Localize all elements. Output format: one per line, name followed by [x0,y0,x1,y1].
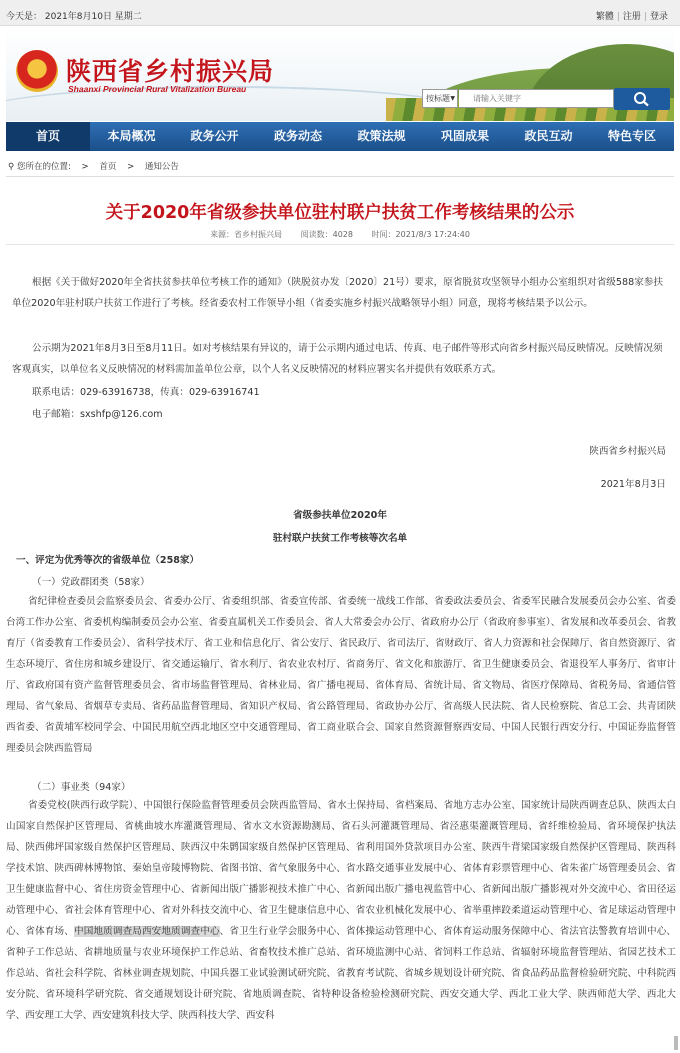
article-paragraph: 根据《关于做好2020年全省扶贫参扶单位考核工作的通知》（陕脱贫办发〔2020〕21号）要求，原省脱贫攻坚领导小组办公室组织对省级588家参扶单位2020年驻村联户扶贫工作进行了考核。经省委农村工作领导小组（省委实施乡村振兴战略领导小组）同意，现将考核结果予以公示。 [12,277,663,309]
separator-icon: > [127,162,135,172]
signer: 陕西省乡村振兴局 [589,446,666,457]
sign-date: 2021年8月3日 [600,479,666,490]
top-links: 繁體 | 注册 | 登录 [595,12,668,22]
nav-gov-affairs[interactable]: 政务公开 [190,129,239,143]
article-date: 时间：2021/8/3 17:24:40 [371,230,470,239]
section-heading: 一、评定为优秀等次的省级单位（258家） [16,555,200,566]
search-scope-select[interactable]: 按标题 ▼ [422,89,458,108]
login-link[interactable]: 登录 [649,12,668,22]
article-meta [0,229,680,240]
subsection-heading: （二）事业类（94家） [32,782,131,793]
list-title: 省级参扶单位2020年 [293,510,387,521]
traditional-chinese-link[interactable]: 繁體 [595,12,614,22]
search-button[interactable] [614,88,670,110]
search-input[interactable] [459,89,614,108]
breadcrumb-current[interactable]: 通知公告 [144,162,179,172]
nav-policy[interactable]: 政策法规 [357,129,406,143]
article-title: 关于2020年省级参扶单位驻村联户扶贫工作考核结果的公示 [105,203,575,223]
separator-icon: > [81,162,89,172]
site-title-en: Shaanxi Provincial Rural Vitalization Bureau [68,84,247,94]
divider [6,244,674,245]
search-icon [633,91,651,107]
article-source: 来源：省乡村振兴局 [210,230,283,239]
list-subtitle: 驻村联户扶贫工作考核等次名单 [272,533,408,544]
top-bar [0,0,680,26]
unit-list: 省委党校(陕西行政学院）、中国银行保险监督管理委员会陕西监管局、省水土保持局、省档案局、省地方志办公室、国家统计局陕西调查总队、陕西太白山国家自然保护区管理局、省桃曲坡水库灌溉管理局、省水文水资源勘测局、省石头河灌溉管理局、省泾惠渠灌溉管理局、省纤维检验局、省环境保护执法局、陕西佛坪国家级自然保护区管理局、陕西汉中朱鹮国家级自然保护区管理局、省利用国外贷款项目办公室、陕西牛背梁国家级自然保护区管理局、陕西科学技术馆、陕西碑林博物馆、秦始皇帝陵博物院、省图书馆、省气象服务中心、省水路交通事业发展中心、省体育彩票管理中心、省朱雀广场管理委员会、省卫生健康监督中心、省住房资金管理中心、省新闻出版广播影视技术推广中心、省新闻出版广播电视监管中心、省新闻出版广播影视对外交流中心、省田径运动管理中心、省社会体育管理中心、省对外科技交流中心、省卫生健康信息中心、省农业机械化发展中心、省举重摔跤柔道运动管理中心、省足球运动管理中心、省体育场、中国地质调查局西安地质调查中心、省卫生行业学会服务中心、省体操运动管理中心、省体育运动服务保障中心、省法官法警教育培训中心、省种子工作总站、省耕地质量与农业环境保护工作总站、省畜牧技术推广总站、省环境监测中心站、省饲料工作总站、省辐射环境监督管理站、省园艺技术工作总站、省社会科学院、省林业调查规划院、中国兵器工业试验测试研究院、省教育考试院、省城乡规划设计研究院、省食品药品监督检验研究院、中科院西安分院、省环境科学研究院、省交通规划设计研究院、省地质调查院、省特种设备检验检测研究院、西安交通大学、西北工业大学、陕西师范大学、西北大学、西安理工大学、西安建筑科技大学、陕西科技大学、西安科 [6,800,677,1021]
scroll-indicator[interactable] [674,1036,678,1050]
contact-info: 联系电话：029-63916738，传真：029-63916741 [32,387,260,398]
breadcrumb-home[interactable]: 首页 [99,162,117,172]
search-bar [422,88,670,110]
nav-interaction[interactable]: 政民互动 [524,129,573,143]
register-link[interactable]: 注册 [622,12,641,22]
site-banner [6,26,674,121]
national-emblem-icon [16,50,58,92]
chevron-down-icon: ▼ [450,95,455,102]
article-views: 阅读数：4028 [300,230,353,239]
subsection-heading: （一）党政群团类（58家） [32,577,150,588]
nav-home[interactable]: 首页 [6,122,90,151]
email-info: 电子邮箱：sxshfp@126.com [32,409,163,420]
nav-about[interactable]: 本局概况 [107,129,156,143]
breadcrumb-label: 您所在的位置: [16,162,71,172]
main-nav [6,122,674,151]
unit-list: 省纪律检查委员会监察委员会、省委办公厅、省委组织部、省委宣传部、省委统一战线工作部、省委政法委员会、省委军民融合发展委员会办公室、省委台湾工作办公室、省委机构编制委员会办公室、省委直属机关工作委员会、省人大常委会办公厅、省政府办公厅（省政府参事室）、省发展和改革委员会、省教育厅（省委教育工作委员会）、省科学技术厅、省工业和信息化厅、省公安厅、省民政厅、省司法厅、省财政厅、省人力资源和社会保障厅、省自然资源厅、省生态环境厅、省住房和城乡建设厅、省交通运输厅、省水利厅、省农业农村厅、省商务厅、省文化和旅游厅、省卫生健康委员会、省退役军人事务厅、省审计厅、省政府国有资产监督管理委员会、省市场监督管理局、省林业局、省广播电视局、省体育局、省统计局、省文物局、省医疗保障局、省税务局、省通信管理局、省气象局、省烟草专卖局、省药品监督管理局、省知识产权局、省公路管理局、省政协办公厅、省高级人民法院、省人民检察院、省总工会、共青团陕西省委、省黄埔军校同学会、中国民用航空西北地区空中交通管理局、省工商业联合会、国家自然资源督察西安局、中国人民银行西安分行、中国证券监督管理委员会陕西监管局 [6,596,676,754]
highlighted-text: 中国地质调查局西安地质调查中心 [73,926,220,937]
nav-achievements[interactable]: 巩固成果 [440,129,489,143]
site-title[interactable]: 陕西省乡村振兴局 [66,57,275,86]
current-date: 今天是： 2021年8月10日 星期二 [6,12,142,22]
location-pin-icon: ⚲ [8,162,15,172]
divider [6,176,674,177]
article-paragraph: 公示期为2021年8月3日至8月11日。如对考核结果有异议的，请于公示期内通过电话、传真、电子邮件等形式向省乡村振兴局反映情况。反映情况须客观真实，以单位名义反映情况的材料需加盖单位公章，以个人名义反映情况的材料应署实名并提供有效联系方式。 [12,343,663,375]
nav-special[interactable]: 特色专区 [607,129,656,143]
breadcrumb [8,160,179,172]
nav-news[interactable]: 政务动态 [273,129,322,143]
